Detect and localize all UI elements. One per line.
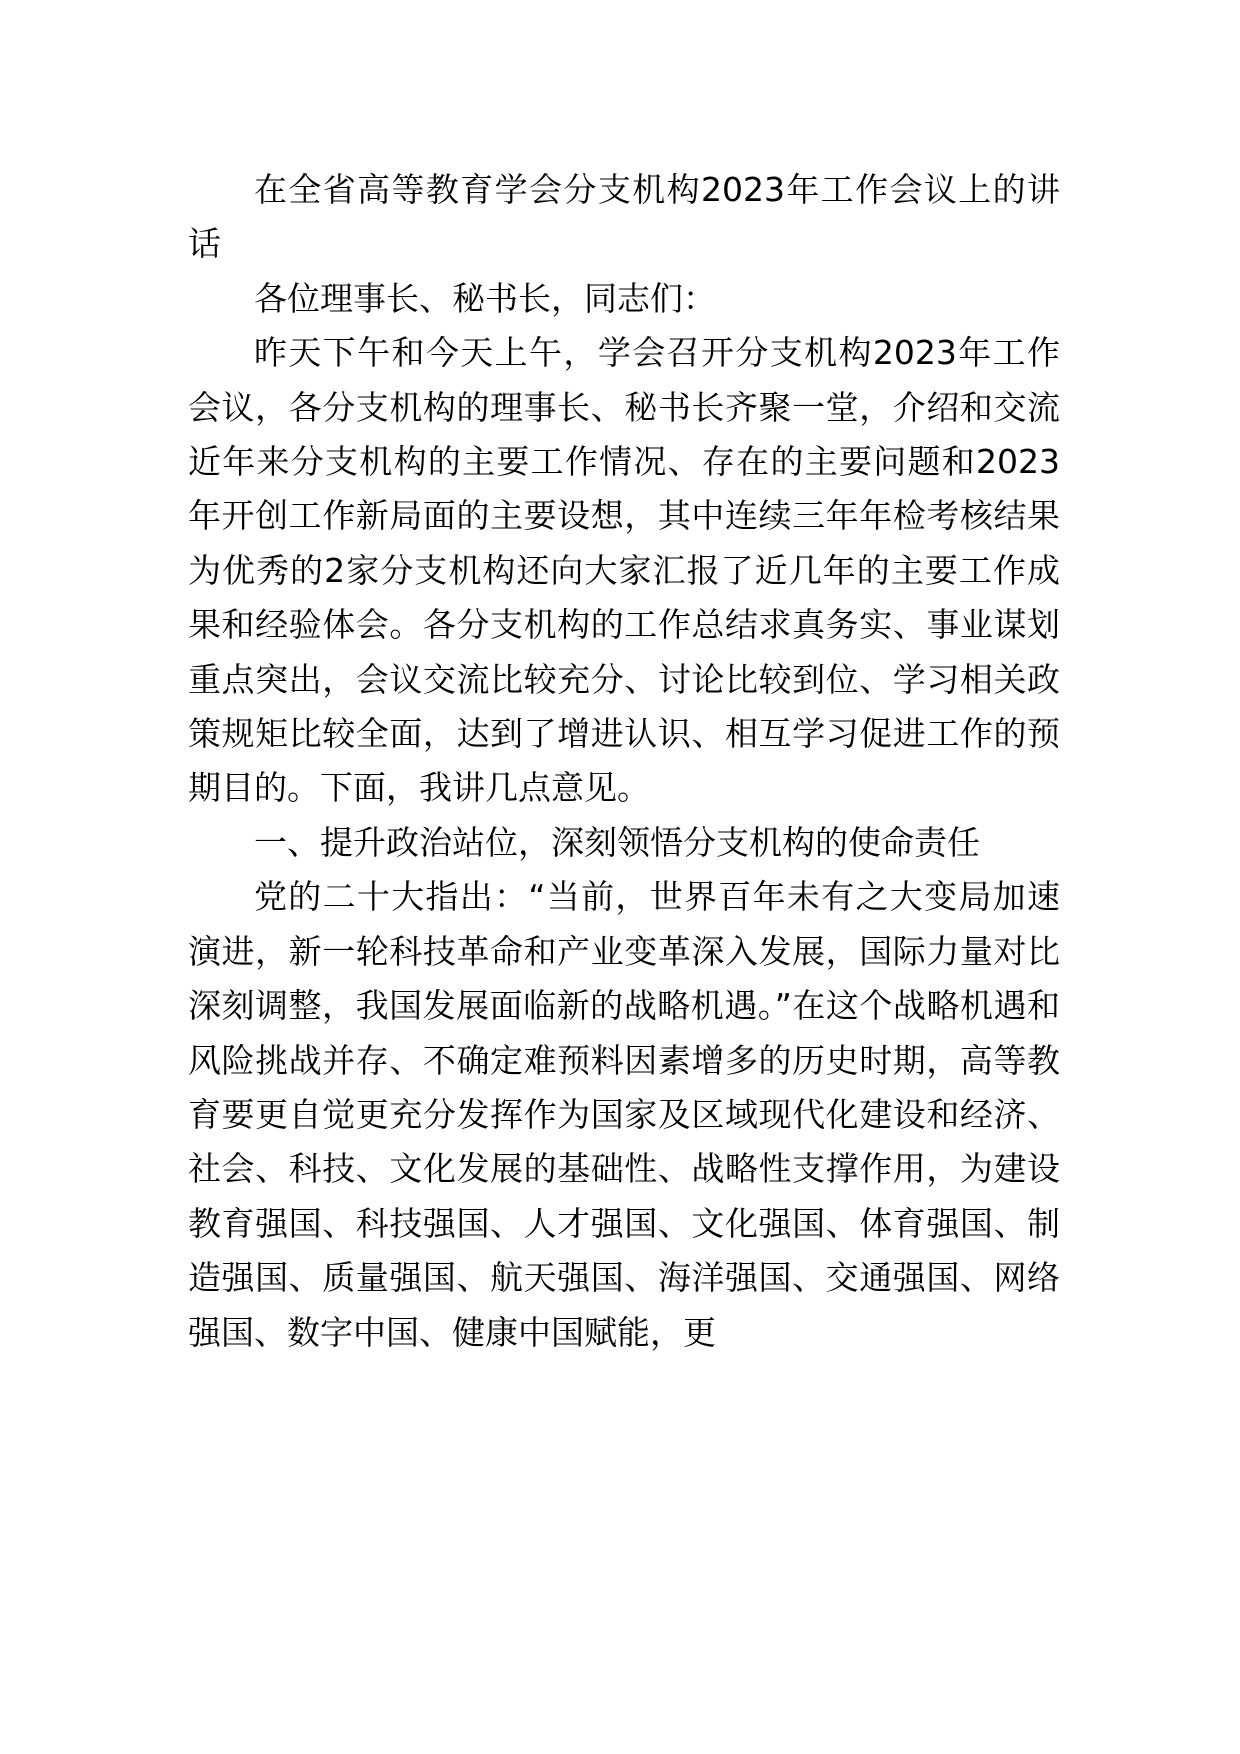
document-title: 在全省高等教育学会分支机构2023年工作会议上的讲话 xyxy=(188,170,1060,264)
paragraph-intro: 昨天下午和今天上午，学会召开分支机构2023年工作会议，各分支机构的理事长、秘书长齐聚一堂，介绍和交流近年来分支机构的主要工作情况、存在的主要问题和2023年开创工作新局面的主要设想，其中连续三年年检考核结果为优秀的2家分支机构还向大家汇报了近几年的主要工作成果和经验体会。各分支机构的工作总结求真务实、事业谋划重点突出，会议交流比较充分、讨论比较到位、学习相关政策规矩比较全面，达到了增进认识、相互学习促进工作的预期目的。下面，我讲几点意见。 xyxy=(188,333,1060,808)
paragraph-body: 党的二十大指出：“当前，世界百年未有之大变局加速演进，新一轮科技革命和产业变革深入发展，国际力量对比深刻调整，我国发展面临新的战略机遇。”在这个战略机遇和风险挑战并存、不确定难预料因素增多的历史时期，高等教育要更自觉更充分发挥作为国家及区域现代化建设和经济、社会、科技、文化发展的基础性、战略性支撑作用，为建设教育强国、科技强国、人才强国、文化强国、体育强国、制造强国、质量强国、航天强国、海洋强国、交通强国、网络强国、数字中国、健康中国赋能，更 xyxy=(188,877,1060,1352)
salutation: 各位理事长、秘书长，同志们： xyxy=(254,278,716,318)
document-body xyxy=(188,163,1060,1360)
section-heading-1: 一、提升政治站位，深刻领悟分支机构的使命责任 xyxy=(254,822,980,862)
